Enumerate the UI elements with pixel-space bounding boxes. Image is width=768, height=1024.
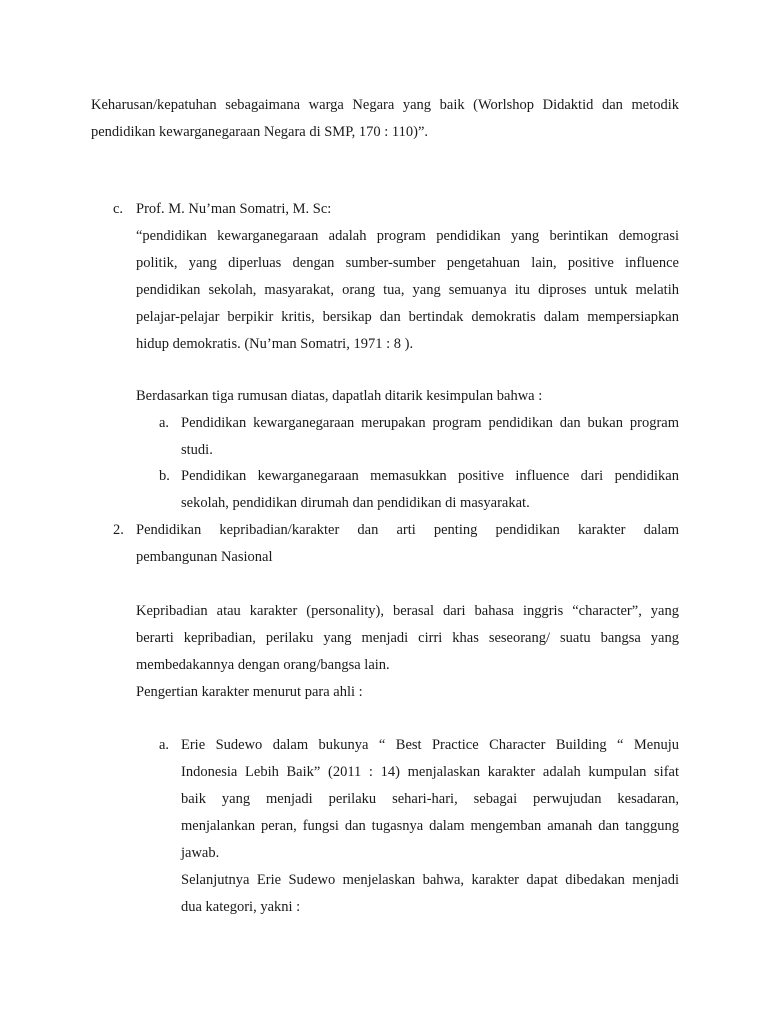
- item-a2-line-4: menjalankan peran, fungsi dan tugasnya dalam mengemban amanah dan tanggung: [181, 818, 679, 834]
- experts-intro: Pengertian karakter menurut para ahli :: [136, 684, 363, 700]
- item-a2-line-1: Erie Sudewo dalam bukunya “ Best Practice Character Building “ Menuju: [181, 737, 679, 753]
- item-c-line-2: politik, yang diperluas dengan sumber-sumber pengetahuan lain, positive influence: [136, 255, 679, 271]
- item-c-line-5: hidup demokratis. (Nu’man Somatri, 1971 : 8 ).: [136, 336, 414, 352]
- item-a2-line-5: jawab.: [181, 845, 220, 861]
- section-2-marker: 2.: [113, 522, 124, 538]
- item-c-heading: Prof. M. Nu’man Somatri, M. Sc:: [136, 201, 332, 217]
- item-a2-line-2: Indonesia Lebih Baik” (2011 : 14) menjalaskan karakter adalah kumpulan sifat: [181, 764, 679, 780]
- item-c-line-1: “pendidikan kewarganegaraan adalah program pendidikan yang berintikan demograsi: [136, 228, 679, 244]
- conclusion-intro: Berdasarkan tiga rumusan diatas, dapatlah ditarik kesimpulan bahwa :: [136, 388, 543, 404]
- section-2-para-line-1: Kepribadian atau karakter (personality), berasal dari bahasa inggris “character”, yang: [136, 603, 679, 619]
- section-2-heading-line-2: pembangunan Nasional: [136, 549, 273, 565]
- item-a2-follow-line-2: dua kategori, yakni :: [181, 899, 301, 915]
- conclusion-b-marker: b.: [159, 468, 170, 484]
- conclusion-b-line-2: sekolah, pendidikan dirumah dan pendidikan di masyarakat.: [181, 495, 530, 511]
- conclusion-a-marker: a.: [159, 415, 170, 431]
- section-2-para-line-2: berarti kepribadian, perilaku yang menjadi cirri khas seseorang/ suatu bangsa yang: [136, 630, 679, 646]
- item-a2-line-3: baik yang menjadi perilaku sehari-hari, sebagai perwujudan kesadaran,: [181, 791, 679, 807]
- intro-line-1: Keharusan/kepatuhan sebagaimana warga Negara yang baik (Worlshop Didaktid dan metodik: [91, 97, 679, 113]
- item-c-marker: c.: [113, 201, 124, 217]
- conclusion-b-line-1: Pendidikan kewarganegaraan memasukkan positive influence dari pendidikan: [181, 468, 679, 484]
- conclusion-a-line-1: Pendidikan kewarganegaraan merupakan program pendidikan dan bukan program: [181, 415, 679, 431]
- section-2-para-line-3: membedakannya dengan orang/bangsa lain.: [136, 657, 390, 673]
- section-2-heading-line-1: Pendidikan kepribadian/karakter dan arti penting pendidikan karakter dalam: [136, 522, 679, 538]
- intro-line-2: pendidikan kewarganegaraan Negara di SMP, 170 : 110)”.: [91, 124, 429, 140]
- item-a2-follow-line-1: Selanjutnya Erie Sudewo menjelaskan bahwa, karakter dapat dibedakan menjadi: [181, 872, 679, 888]
- item-c-line-3: pendidikan sekolah, masyarakat, orang tua, yang semuanya itu diproses untuk melatih: [136, 282, 679, 298]
- item-c-line-4: pelajar-pelajar berpikir kritis, bersikap dan bertindak demokratis dalam mempersiapkan: [136, 309, 679, 325]
- item-a2-marker: a.: [159, 737, 170, 753]
- conclusion-a-line-2: studi.: [181, 442, 213, 458]
